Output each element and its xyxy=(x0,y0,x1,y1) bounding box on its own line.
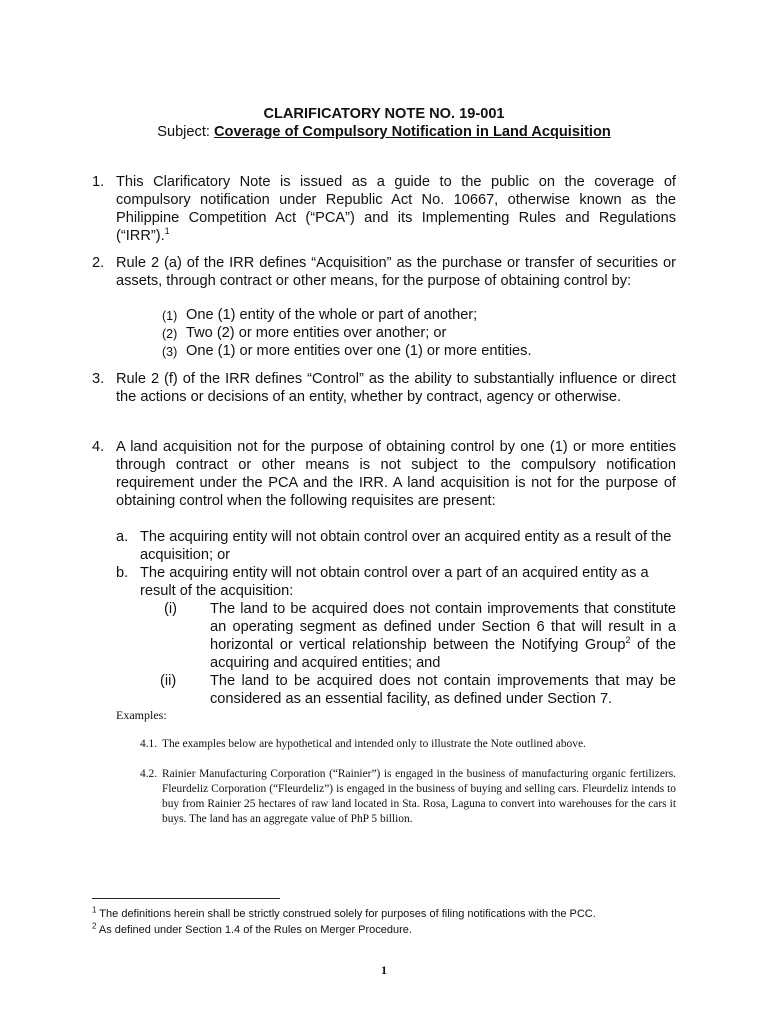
paragraph-number: 2. xyxy=(92,255,105,271)
list-text: The land to be acquired does not contain improvements that may be considered as an essential facility, as defined under Section 7. xyxy=(210,673,676,707)
list-item xyxy=(160,672,676,708)
list-item xyxy=(162,306,676,324)
list-number: (3) xyxy=(162,345,178,359)
footnote-number: 1 xyxy=(92,905,97,915)
list-text: The land to be acquired does not contain improvements that constitute an operating segment as defined under Section 6 that will result in a horizontal or vertical relationship between the Notifying Group xyxy=(210,601,676,653)
list-text: The acquiring entity will not obtain control over a part of an acquired entity as a result of the acquisition: xyxy=(140,565,649,599)
footnote-2 xyxy=(92,920,692,939)
subject-label: Subject: xyxy=(157,124,215,140)
list-roman: (i) xyxy=(164,601,177,617)
footnote-text: As defined under Section 1.4 of the Rules on Merger Procedure. xyxy=(96,923,412,936)
list-text: One (1) entity of the whole or part of another; xyxy=(186,307,478,323)
paragraph-text: Rule 2 (a) of the IRR defines “Acquisition” as the purchase or transfer of securities or assets, through contract or other means, for the purpose of obtaining control by: xyxy=(116,255,676,289)
example-text: Rainier Manufacturing Corporation (“Rainier”) is engaged in the business of manufacturing organic fertilizers. Fleurdeliz Corporation (“Fleurdeliz”) is engaged in the business of buying and selling cars. Fleurdeliz intends to buy from Rainier 25 hectares of raw land located in Sta. Rosa, Laguna to convert into warehouses for the cars it buys. The land has an aggregate value of PhP 5 billion. xyxy=(162,768,676,825)
page-number: 1 xyxy=(381,963,387,977)
footnote-ref: 2 xyxy=(625,635,631,646)
list-letter: a. xyxy=(116,529,129,545)
list-text: The acquiring entity will not obtain control over an acquired entity as a result of the acquisition; or xyxy=(140,529,672,563)
paragraph-2 xyxy=(92,254,676,360)
example-number: 4.1. xyxy=(140,738,158,750)
example-text: The examples below are hypothetical and intended only to illustrate the Note outlined above. xyxy=(162,738,586,750)
list-item xyxy=(162,324,676,342)
conditions-list xyxy=(140,600,676,708)
list-number: (2) xyxy=(162,327,178,341)
paragraph-3 xyxy=(92,370,676,406)
control-list xyxy=(116,306,676,360)
paragraph-number: 1. xyxy=(92,174,105,190)
list-number: (1) xyxy=(162,309,178,323)
list-text: One (1) or more entities over one (1) or more entities. xyxy=(186,343,532,359)
footnote-text: The definitions herein shall be strictly construed solely for purposes of filing notifications with the PCC. xyxy=(96,908,596,920)
paragraph-4 xyxy=(92,438,676,708)
footnotes xyxy=(92,907,692,938)
document-title: CLARIFICATORY NOTE NO. 19-001 xyxy=(263,106,505,122)
example-item xyxy=(140,737,676,752)
list-text: Two (2) or more entities over another; or xyxy=(186,325,447,341)
paragraph-number: 3. xyxy=(92,371,105,387)
list-item xyxy=(116,564,676,708)
footnote-divider xyxy=(92,898,280,899)
paragraph-1 xyxy=(92,173,676,245)
subject-text: Coverage of Compulsory Notification in Land Acquisition xyxy=(214,124,611,140)
paragraph-text: A land acquisition not for the purpose of obtaining control by one (1) or more entities through contract or other means is not subject to the compulsory notification requirement under the PCA and the IRR. A land acquisition is not for the purpose of obtaining control when the following requisites are present: xyxy=(116,439,676,509)
document-subject xyxy=(0,123,768,141)
footnote-number: 2 xyxy=(92,920,97,930)
list-item xyxy=(116,528,676,564)
list-roman: (ii) xyxy=(160,673,177,689)
footnote-ref: 1 xyxy=(164,226,170,237)
paragraph-text: Rule 2 (f) of the IRR defines “Control” as the ability to substantially influence or direct the actions or decisions of an entity, whether by contract, agency or otherwise. xyxy=(116,371,676,405)
examples-label: Examples: xyxy=(116,708,167,722)
paragraph-text: This Clarificatory Note is issued as a guide to the public on the coverage of compulsory notification under Republic Act No. 10667, otherwise known as the Philippine Competition Act (“PCA”) and its Implementing Rules and Regulations (“IRR”). xyxy=(116,174,676,244)
footnote-1 xyxy=(92,907,692,923)
title-block xyxy=(0,105,768,141)
list-text: of the acquiring and acquired entities; and xyxy=(210,637,676,671)
example-number: 4.2. xyxy=(140,768,158,780)
list-item xyxy=(164,600,676,672)
requisites-list xyxy=(92,528,676,708)
example-item xyxy=(140,767,676,827)
list-item xyxy=(162,342,676,360)
list-letter: b. xyxy=(116,565,129,581)
paragraph-number: 4. xyxy=(92,439,105,455)
